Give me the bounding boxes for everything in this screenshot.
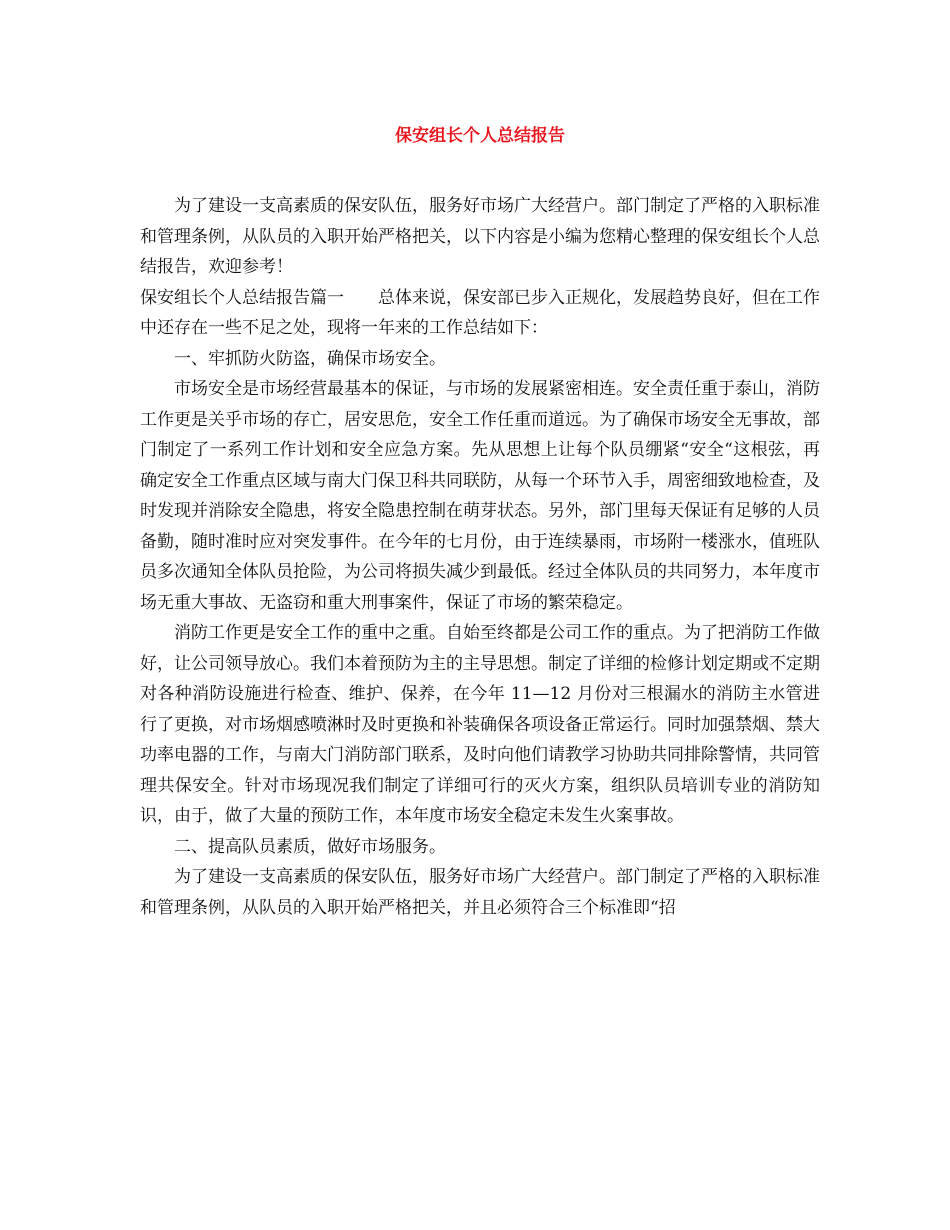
document-title: 保安组长个人总结报告 — [395, 126, 565, 146]
paragraph-quality-heading: 二、提高队员素质，做好市场服务。 — [174, 836, 446, 857]
paragraph-market-safety: 市场安全是市场经营最基本的保证，与市场的发展紧密相连。安全责任重于泰山，消防工作更是关乎市场的存亡，居安思危，安全工作任重而道远。为了确保市场安全无事故，部门制定了一系列工作计划和安全应急方案。先从思想上让每个队员绷紧“安全“这根弦，再确定安全工作重点区域与南大门保卫科共同联防，从每一个环节入手，周密细致地检查，及时发现并消除安全隐患，将安全隐患控制在萌芽状态。另外，部门里每天保证有足够的人员备勤，随时准时应对突发事件。在今年的七月份，由于连续暴雨，市场附一楼涨水，值班队员多次通知全体队员抢险，为公司将损失减少到最低。经过全体队员的共同努力，本年度市场无重大事故、无盗窃和重大刑事案件，保证了市场的繁荣稳定。 — [140, 379, 820, 613]
paragraph-fire-work: 消防工作更是安全工作的重中之重。自始至终都是公司工作的重点。为了把消防工作做好，让公司领导放心。我们本着预防为主的主导思想。制定了详细的检修计划定期或不定期对各种消防设施进行检查、维护、保养，在今年 11—12 月份对三根漏水的消防主水管进行了更换，对市场烟感喷淋时及时更换和补装确保各项设备正常运行。同时加强禁烟、禁大功率电器的工作，与南大门消防部门联系，及时向他们请教学习协助共同排除警情，共同管理共保安全。针对市场现况我们制定了详细可行的灭火方案，组织队员培训专业的消防知识，由于，做了大量的预防工作，本年度市场安全稳定未发生火案事故。 — [140, 623, 820, 826]
paragraph-intro: 为了建设一支高素质的保安队伍，服务好市场广大经营户。部门制定了严格的入职标准和管理条例，从队员的入职开始严格把关，以下内容是小编为您精心整理的保安组长个人总结报告，欢迎参考！ — [140, 196, 820, 277]
paragraph-fire-safety-heading: 一、牢抓防火防盗，确保市场安全。 — [174, 348, 446, 369]
document-body — [140, 191, 820, 923]
paragraph-team-building: 为了建设一支高素质的保安队伍，服务好市场广大经营户。部门制定了严格的入职标准和管理条例，从队员的入职开始严格把关，并且必须符合三个标准即“招 — [140, 867, 820, 918]
paragraph-section-one-heading: 保安组长个人总结报告篇一 总体来说，保安部已步入正规化，发展趋势良好，但在工作中还存在一些不足之处，现将一年来的工作总结如下： — [140, 287, 820, 338]
document-page — [140, 0, 820, 1230]
